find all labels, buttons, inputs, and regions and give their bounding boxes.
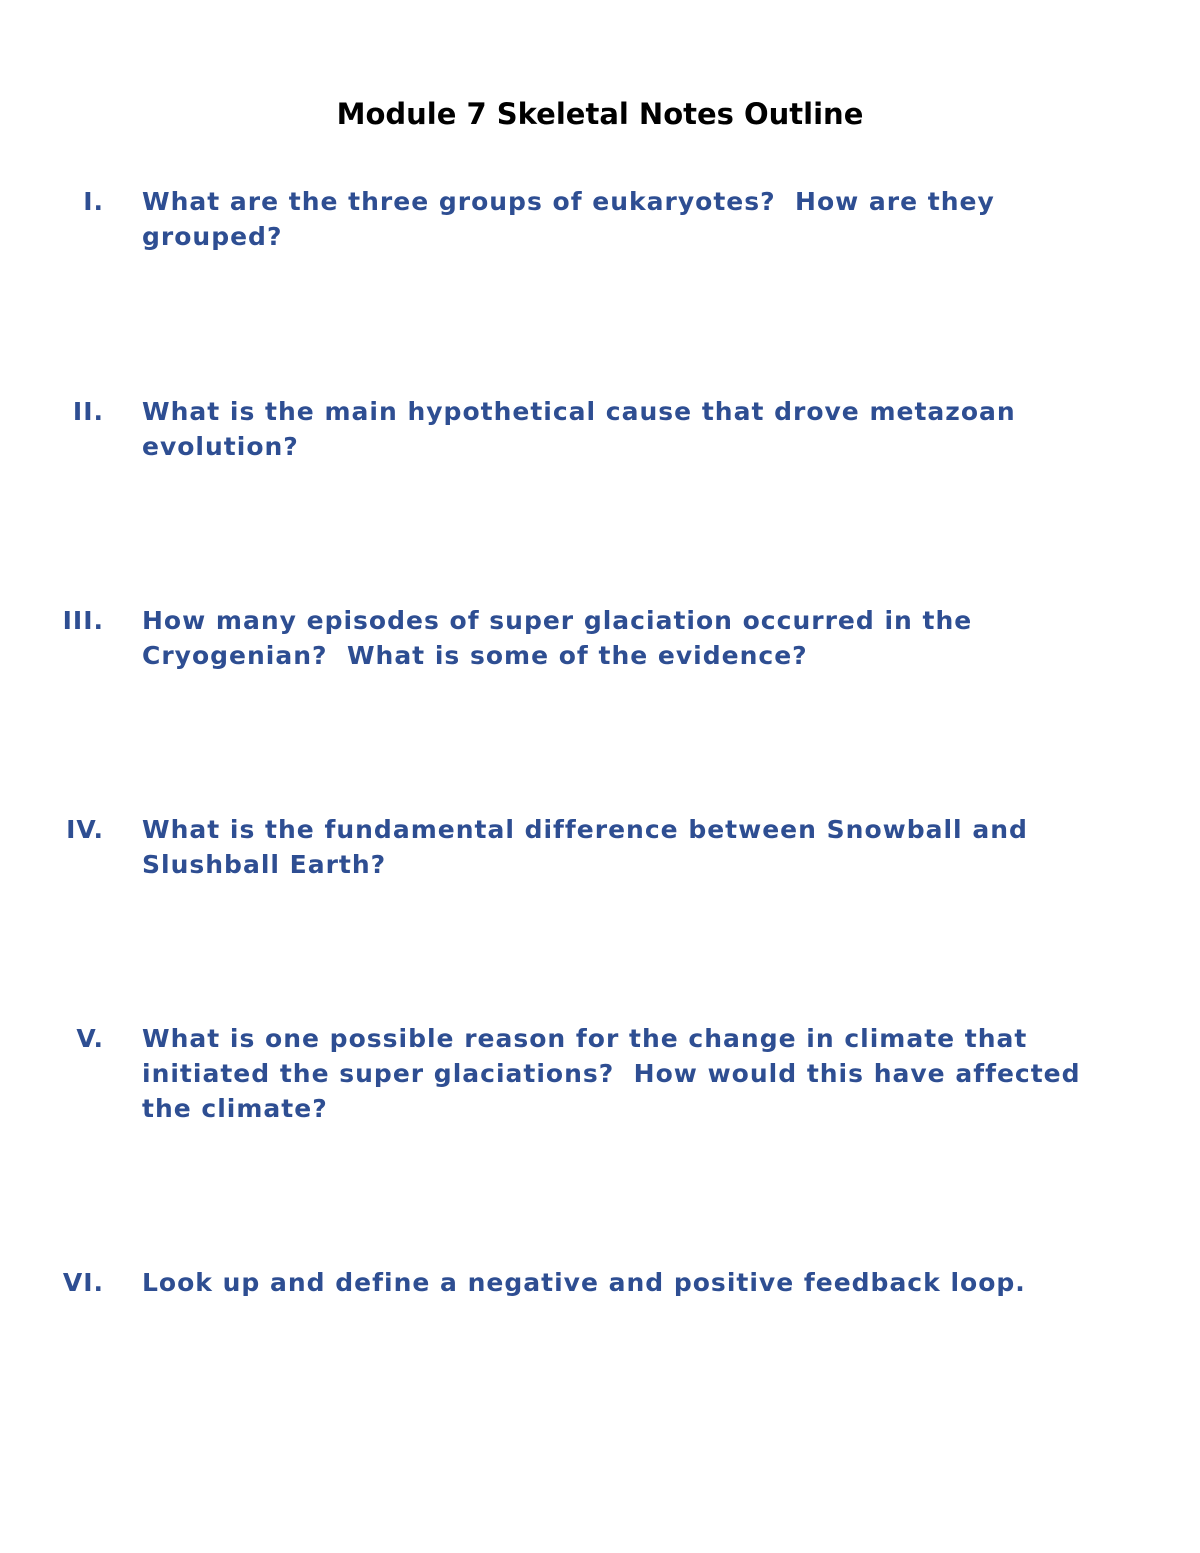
question-text	[142, 184, 1127, 254]
outline-numeral: I.	[83, 187, 104, 216]
question-line: How many episodes of super glaciation occurred in the	[142, 606, 973, 635]
question-line: What is the fundamental difference between Snowball and	[142, 815, 1028, 844]
question-text	[142, 1021, 1127, 1126]
question-line: What are the three groups of eukaryotes? How are they	[142, 187, 995, 216]
question-text	[142, 812, 1127, 882]
question-line: What is one possible reason for the change in climate that	[142, 1024, 1028, 1053]
question-text	[142, 1265, 1127, 1300]
question-text	[142, 394, 1127, 464]
question-line: Slushball Earth?	[142, 850, 387, 879]
question-line: Cryogenian? What is some of the evidence?	[142, 641, 808, 670]
question-line: evolution?	[142, 432, 299, 461]
question-line: What is the main hypothetical cause that drove metazoan	[142, 397, 1016, 426]
question-text	[142, 603, 1127, 673]
question-line: grouped?	[142, 222, 283, 251]
outline-numeral: III.	[62, 606, 104, 635]
question-line: Look up and define a negative and positive feedback loop.	[142, 1268, 1026, 1297]
question-line: initiated the super glaciations? How would this have affected	[142, 1059, 1081, 1088]
question-line: the climate?	[142, 1094, 328, 1123]
page-title: Module 7 Skeletal Notes Outline	[336, 97, 864, 131]
outline-numeral: VI.	[62, 1268, 104, 1297]
outline-numeral: IV.	[66, 815, 104, 844]
outline-numeral: II.	[72, 397, 104, 426]
outline-numeral: V.	[76, 1024, 104, 1053]
